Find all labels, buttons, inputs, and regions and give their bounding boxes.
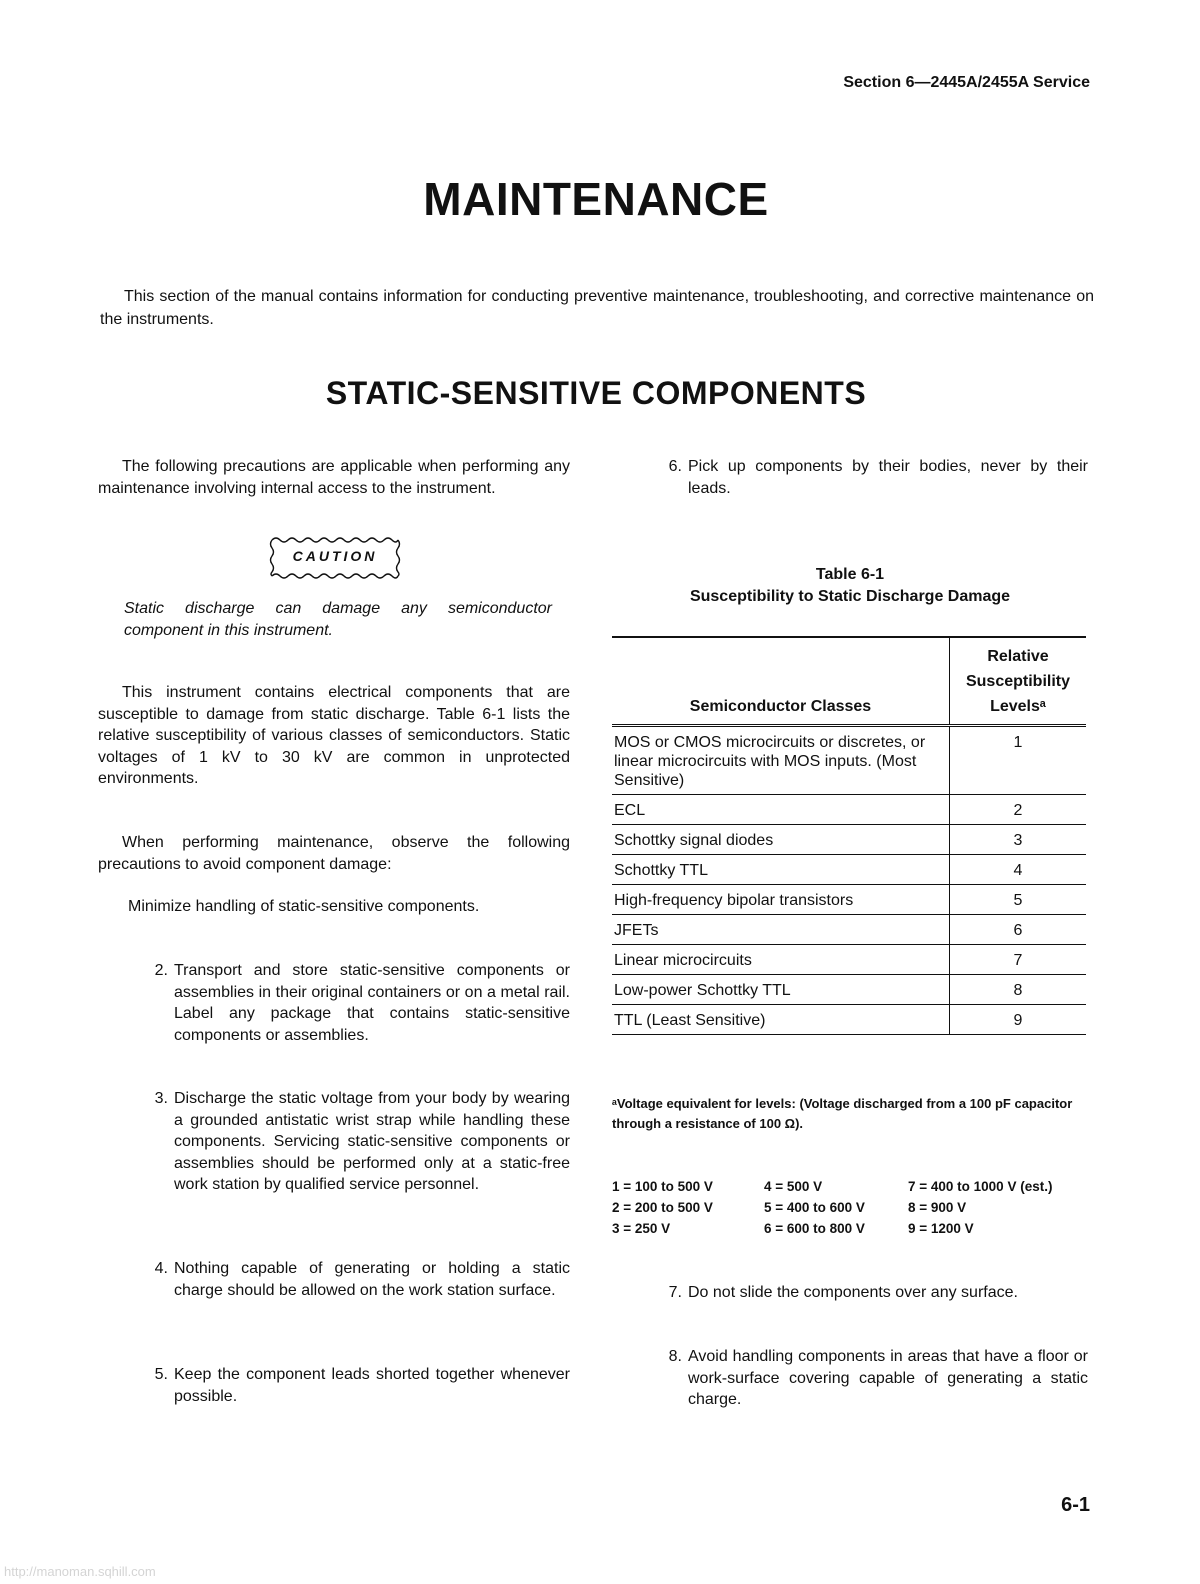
column-header-classes: Semiconductor Classes bbox=[689, 698, 872, 715]
table-footnote: ᵃVoltage equivalent for levels: (Voltage discharged from a 100 pF capacitor through a resistance of 100 Ω). bbox=[612, 1096, 1073, 1131]
level-cell: 2 bbox=[950, 795, 1087, 825]
page-number: 6-1 bbox=[1061, 1494, 1090, 1516]
class-cell: ECL bbox=[612, 795, 950, 825]
class-cell: MOS or CMOS microcircuits or discretes, or linear microcircuits with MOS inputs. (Most Sensitive) bbox=[612, 726, 950, 795]
level-cell: 5 bbox=[950, 885, 1087, 915]
susceptibility-table bbox=[612, 636, 1086, 1035]
list-item-text: Pick up components by their bodies, never by their leads. bbox=[688, 458, 1088, 497]
list-item-text: Do not slide the components over any surface. bbox=[688, 1284, 1018, 1301]
voltage-level: 8 = 900 V bbox=[908, 1200, 967, 1215]
table-row bbox=[612, 825, 1086, 855]
level-cell: 9 bbox=[950, 1005, 1087, 1035]
class-cell: Schottky signal diodes bbox=[612, 825, 950, 855]
table-caption bbox=[614, 564, 1086, 608]
level-cell: 4 bbox=[950, 855, 1087, 885]
voltage-level: 9 = 1200 V bbox=[908, 1221, 974, 1236]
list-item-number: 6. bbox=[668, 458, 682, 475]
class-cell: Linear microcircuits bbox=[612, 945, 950, 975]
susceptibility-paragraph: This instrument contains electrical components that are susceptible to damage from static discharge. Table 6-1 lists the relative susceptibility of various classes of semiconductors. Static voltages of 1 kV to 30 kV are common in unprotected environments. bbox=[98, 684, 570, 787]
list-item-text: Discharge the static voltage from your body by wearing a grounded antistatic wrist strap while handling these components. Servicing static-sensitive components or assemblies should be performed only at a static-free work station by qualified service personnel. bbox=[174, 1090, 570, 1193]
table-row bbox=[612, 726, 1086, 795]
list-item-number: 4. bbox=[154, 1260, 168, 1277]
intro-paragraph: This section of the manual contains information for conducting preventive maintenance, troubleshooting, and corrective maintenance on the instruments. bbox=[100, 288, 1094, 328]
observe-precautions-paragraph: When performing maintenance, observe the following precautions to avoid component damage: bbox=[98, 834, 570, 873]
list-item-text: Keep the component leads shorted together whenever possible. bbox=[174, 1366, 570, 1405]
levels-header-line: Susceptibility bbox=[965, 673, 1071, 690]
voltage-level-row bbox=[612, 1218, 1092, 1239]
table-header-row bbox=[612, 637, 1086, 726]
class-cell: Schottky TTL bbox=[612, 855, 950, 885]
voltage-level: 1 = 100 to 500 V bbox=[612, 1179, 713, 1194]
level-cell: 3 bbox=[950, 825, 1087, 855]
voltage-level: 2 = 200 to 500 V bbox=[612, 1200, 713, 1215]
list-item-text: Avoid handling components in areas that have a floor or work-surface covering capable of generating a static charge. bbox=[688, 1348, 1088, 1408]
table-title: Susceptibility to Static Discharge Damage bbox=[689, 588, 1011, 605]
voltage-level: 6 = 600 to 800 V bbox=[764, 1221, 865, 1236]
table-number: Table 6-1 bbox=[815, 566, 885, 583]
voltage-level: 7 = 400 to 1000 V (est.) bbox=[908, 1179, 1053, 1194]
section-title: STATIC-SENSITIVE COMPONENTS bbox=[325, 375, 867, 411]
column-header-levels bbox=[950, 637, 1087, 726]
caution-text: Static discharge can damage any semiconductor component in this instrument. bbox=[124, 600, 552, 639]
precautions-intro: The following precautions are applicable when performing any maintenance involving internal access to the instrument. bbox=[98, 458, 570, 497]
caution-box bbox=[268, 535, 402, 581]
list-item-text: Transport and store static-sensitive components or assemblies in their original containers or on a metal rail. Label any package that contains static-sensitive components or assemblies. bbox=[174, 962, 570, 1044]
class-cell: High-frequency bipolar transistors bbox=[612, 885, 950, 915]
level-cell: 1 bbox=[950, 726, 1087, 795]
voltage-level: 3 = 250 V bbox=[612, 1221, 671, 1236]
level-cell: 6 bbox=[950, 915, 1087, 945]
list-item-number: 8. bbox=[668, 1348, 682, 1365]
table-row bbox=[612, 855, 1086, 885]
level-cell: 8 bbox=[950, 975, 1087, 1005]
voltage-level-row bbox=[612, 1176, 1092, 1197]
voltage-level: 4 = 500 V bbox=[764, 1179, 823, 1194]
section-header: Section 6—2445A/2455A Service bbox=[843, 74, 1090, 91]
list-item-number: 7. bbox=[668, 1284, 682, 1301]
class-cell: JFETs bbox=[612, 915, 950, 945]
table-row bbox=[612, 945, 1086, 975]
level-cell: 7 bbox=[950, 945, 1087, 975]
minimize-handling-paragraph: Minimize handling of static-sensitive components. bbox=[128, 898, 480, 915]
class-cell: TTL (Least Sensitive) bbox=[612, 1005, 950, 1035]
page-title: MAINTENANCE bbox=[423, 173, 769, 225]
table-row bbox=[612, 885, 1086, 915]
table-row bbox=[612, 975, 1086, 1005]
caution-label: CAUTION bbox=[292, 548, 378, 564]
levels-header-line: Relative bbox=[987, 648, 1049, 665]
list-item-number: 3. bbox=[154, 1090, 168, 1107]
voltage-level: 5 = 400 to 600 V bbox=[764, 1200, 865, 1215]
table-row bbox=[612, 1005, 1086, 1035]
voltage-levels bbox=[612, 1176, 1092, 1239]
watermark-url: http://manoman.sqhill.com bbox=[4, 1564, 156, 1579]
list-item-number: 2. bbox=[154, 962, 168, 979]
class-cell: Low-power Schottky TTL bbox=[612, 975, 950, 1005]
table-row bbox=[612, 915, 1086, 945]
voltage-level-row bbox=[612, 1197, 1092, 1218]
list-item-number: 5. bbox=[154, 1366, 168, 1383]
levels-header-line: Levelsᵃ bbox=[990, 698, 1046, 715]
list-item-text: Nothing capable of generating or holding a static charge should be allowed on the work station surface. bbox=[174, 1260, 570, 1299]
table-row bbox=[612, 795, 1086, 825]
